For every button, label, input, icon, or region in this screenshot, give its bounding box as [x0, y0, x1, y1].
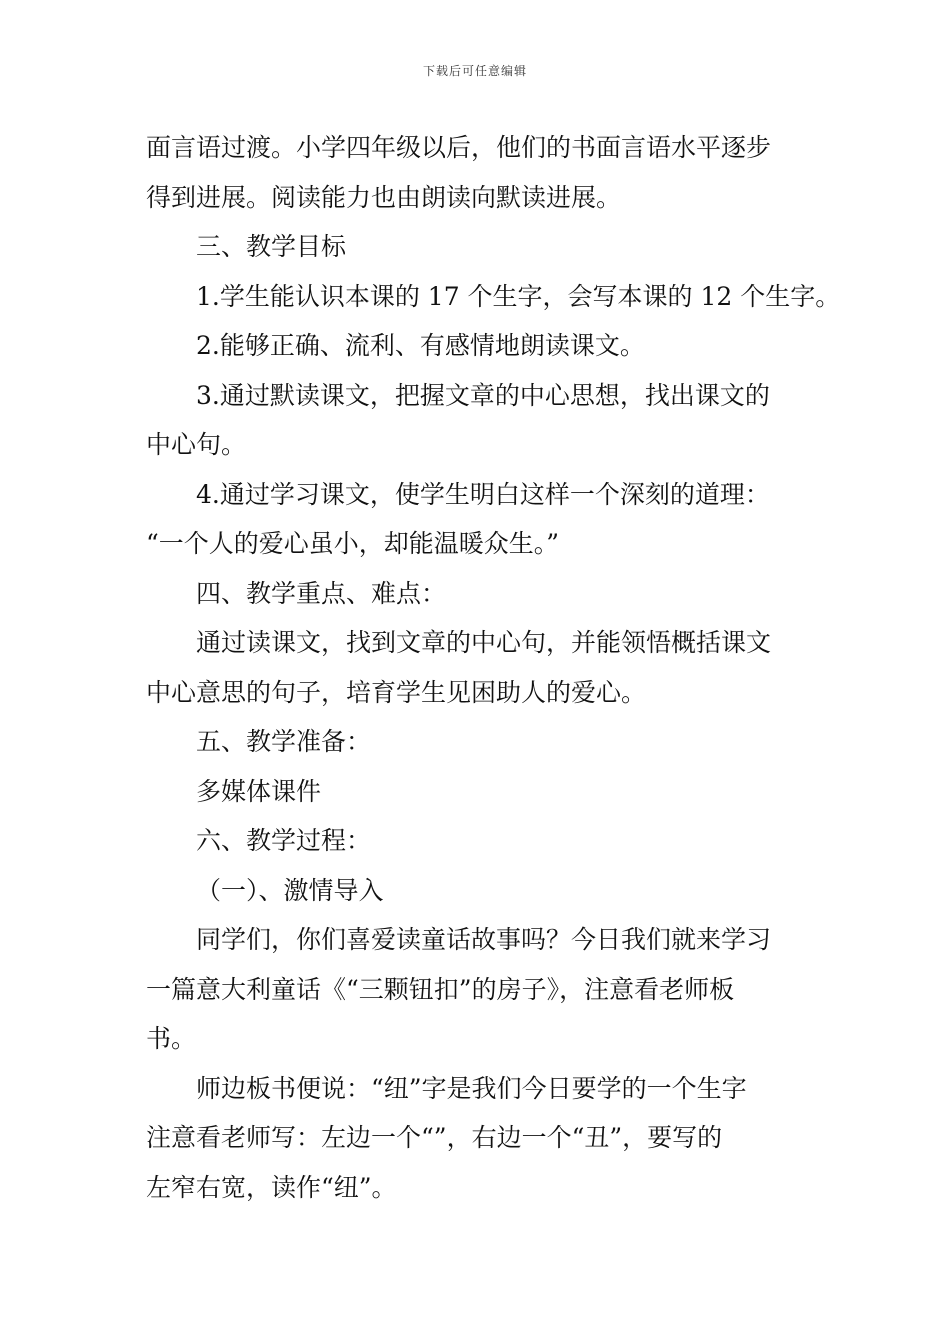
- list-item: 1.学生能认识本课的 17 个生字，会写本课的 12 个生字。: [196, 281, 841, 311]
- list-item: 2.能够正确、流利、有感情地朗读课文。: [196, 331, 645, 360]
- paragraph-line: 面言语过渡。小学四年级以后，他们的书面言语水平逐步: [146, 133, 772, 162]
- section-heading: 六、教学过程：: [196, 826, 372, 855]
- list-item-continuation: 中心句。: [146, 430, 247, 459]
- paragraph-line: 一篇意大利童话《“三颗钮扣”的房子》，注意看老师板: [146, 974, 735, 1004]
- paragraph-line: 通过读课文，找到文章的中心句，并能领悟概括课文: [196, 628, 772, 657]
- page-header: 下载后可任意编辑: [422, 64, 527, 78]
- list-item: 3.通过默读课文，把握文章的中心思想，找出课文的: [196, 380, 770, 410]
- paragraph-line: 多媒体课件: [196, 776, 322, 806]
- section-heading: 三、教学目标: [196, 232, 347, 261]
- subsection-heading: （一）、激情导入: [196, 875, 384, 905]
- list-item: 4.通过学习课文，使学生明白这样一个深刻的道理：: [196, 479, 770, 509]
- paragraph-line: 注意看老师写：左边一个“”，右边一个“丑”，要写的: [146, 1123, 723, 1152]
- paragraph-line: 同学们，你们喜爱读童话故事吗？今日我们就来学习: [196, 925, 772, 954]
- paragraph-line: 得到进展。阅读能力也由朗读向默读进展。: [146, 182, 622, 212]
- section-heading: 五、教学准备：: [196, 727, 372, 756]
- paragraph-line: 书。: [146, 1024, 197, 1053]
- document-body: [146, 123, 841, 1212]
- paragraph-line: 左窄右宽，读作“纽”。: [146, 1172, 397, 1202]
- paragraph-line: 中心意思的句子，培育学生见困助人的爱心。: [146, 677, 647, 707]
- list-item-continuation: “一个人的爱心虽小，却能温暖众生。”: [146, 529, 560, 558]
- section-heading: 四、教学重点、难点：: [196, 578, 447, 608]
- paragraph-line: 师边板书便说：“纽”字是我们今日要学的一个生字: [196, 1073, 747, 1103]
